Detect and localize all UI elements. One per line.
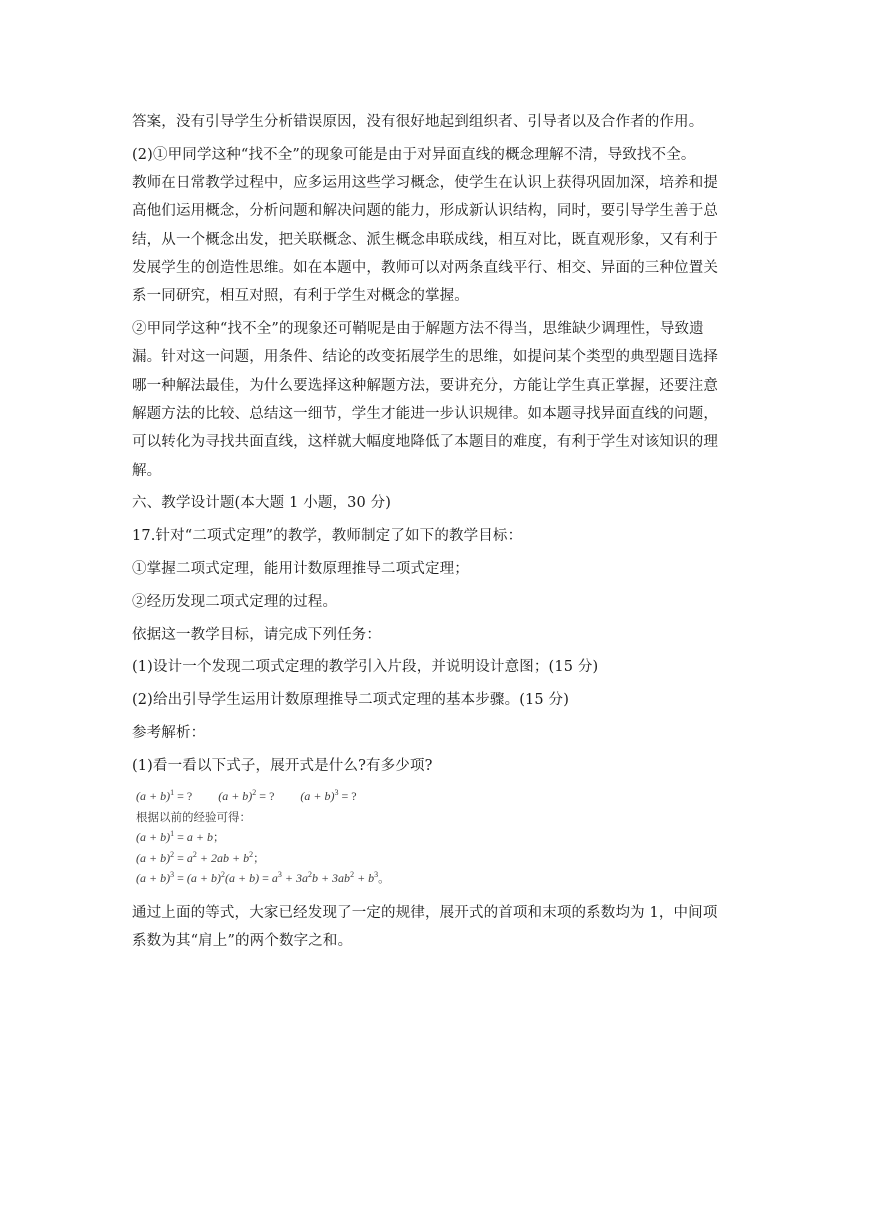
question-text: 17.针对“二项式定理”的教学，教师制定了如下的教学目标：	[132, 528, 523, 545]
text-line: 哪一种解法最佳，为什么要选择这种解题方法，要讲充分，方能让学生真正掌握，还要注意	[132, 377, 718, 394]
document-body	[132, 108, 740, 960]
math-expansion-2: $(a + b)^2 = a^2 + 2ab + b^2$；	[136, 849, 265, 865]
text-line: 教师在日常教学过程中，应多运用这些学习概念，使学生在认识上获得巩固加深，培养和提	[132, 175, 718, 192]
objective-text: ①掌握二项式定理，能用计数原理推导二项式定理；	[132, 560, 469, 577]
text-line: 结，从一个概念出发，把关联概念、派生概念串联成线，相互对比，既直观形象，又有利于	[132, 231, 718, 248]
text-line: ②甲同学这种“找不全”的现象还可鞘呢是由于解题方法不得当，思维缺少调理性，导致遗	[132, 321, 704, 338]
question-17	[132, 522, 740, 550]
binomial-expansion-image	[136, 786, 396, 889]
section-title: 六、教学设计题(本大题 1 小题，30 分)	[132, 495, 392, 512]
text-line: 可以转化为寻找共面直线，这样就大幅度地降低了本题目的难度，有利于学生对该知识的理	[132, 434, 718, 451]
answer-text: (1)看一看以下式子，展开式是什么?有多少项?	[132, 757, 433, 774]
paragraph-conclusion	[132, 899, 740, 956]
task-1	[132, 653, 740, 681]
text-line: 通过上面的等式，大家已经发现了一定的规律，展开式的首项和末项的系数均为 1，中间项	[132, 904, 718, 921]
task-intro-text: 依据这一教学目标，请完成下列任务：	[132, 626, 382, 643]
objective-text: ②经历发现二项式定理的过程。	[132, 593, 338, 610]
section-heading	[132, 489, 740, 517]
text-line: 答案，没有引导学生分析错误原因，没有很好地起到组织者、引导者以及合作者的作用。	[132, 114, 704, 130]
answer-part-1	[132, 752, 740, 780]
objective-1	[132, 555, 740, 583]
text-line: 漏。针对这一问题，用条件、结论的改变拓展学生的思维，如提问某个类型的典型题目选择	[132, 349, 718, 366]
reference-title: 参考解析：	[132, 724, 206, 741]
paragraph-analysis-2	[132, 315, 740, 485]
objective-2	[132, 588, 740, 616]
task-text: (2)给出引导学生运用计数原理推导二项式定理的基本步骤。(15 分)	[132, 692, 570, 709]
text-line: 系一同研究，相互对照，有利于学生对概念的掌握。	[132, 288, 469, 305]
math-expansion-1: $(a + b)^1 = a + b$；	[136, 829, 225, 845]
text-line: 高他们运用概念，分析问题和解决问题的能力，形成新认识结构，同时，要引导学生善于总	[132, 203, 718, 220]
task-intro	[132, 621, 740, 649]
paragraph-analysis-1	[132, 141, 740, 311]
paragraph-previous-answer	[132, 108, 740, 136]
text-line: 解题方法的比较、总结这一细节，学生才能进一步认识规律。如本题寻找异面直线的问题，	[132, 405, 718, 422]
math-question-row: $(a + b)^1$ = ? $(a + b)^2$ = ? $(a + b)^3$ = ?	[136, 788, 357, 804]
math-intro-row: 根据以前的经验可得：	[136, 809, 251, 824]
task-2	[132, 686, 740, 714]
math-expansion-3: $(a + b)^3 = (a + b)^2(a + b) = a^3 + 3a^2b + 3ab^2 + b^3$。	[136, 870, 390, 886]
reference-heading	[132, 719, 740, 747]
text-line: 发展学生的创造性思维。如在本题中，教师可以对两条直线平行、相交、异面的三种位置关	[132, 259, 718, 276]
text-line: 系数为其“肩上”的两个数字之和。	[132, 932, 353, 949]
text-line: 解。	[132, 462, 162, 479]
text-line: (2)①甲同学这种“找不全”的现象可能是由于对异面直线的概念理解不清，导致找不全。	[132, 146, 696, 163]
task-text: (1)设计一个发现二项式定理的教学引入片段，并说明设计意图；(15 分)	[132, 659, 599, 676]
